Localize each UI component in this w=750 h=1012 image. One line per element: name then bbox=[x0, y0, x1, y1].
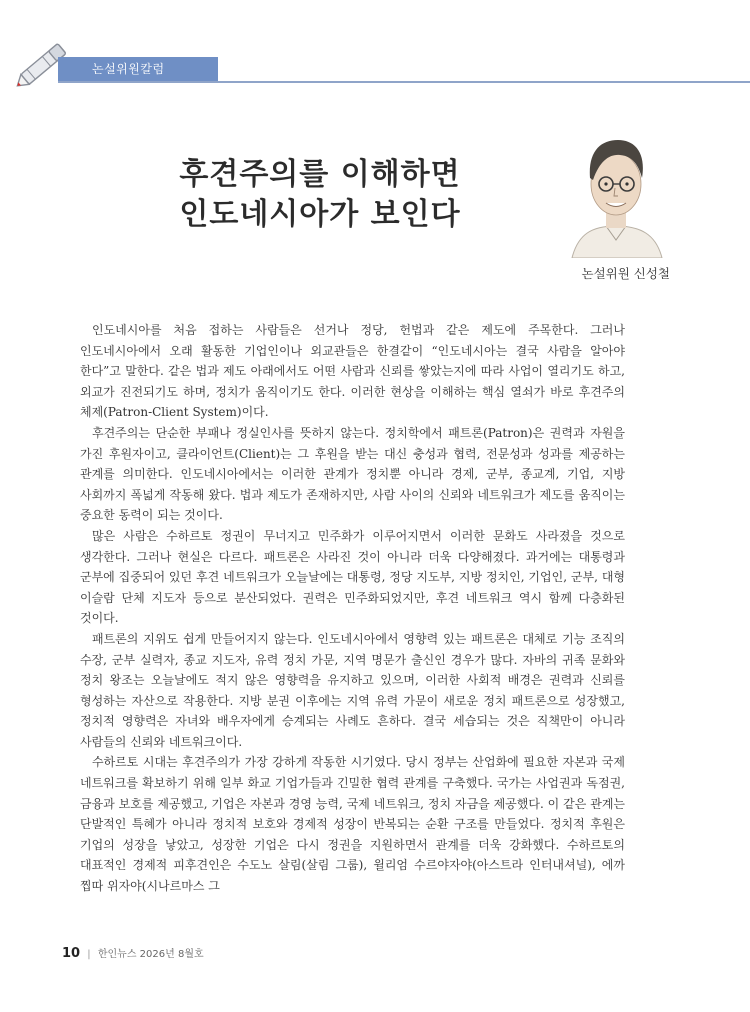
publication-name: 한인뉴스 2026년 8월호 bbox=[97, 949, 204, 960]
page-footer bbox=[62, 945, 204, 961]
paragraph: 인도네시아를 처음 접하는 사람들은 선거나 정당, 헌법과 같은 제도에 주목한다. 그러나 인도네시아에서 오래 활동한 기업인이나 외교관들은 한결같이 “인도네시아는 결국 사람을 알아야 한다”고 말한다. 같은 법과 제도 아래에서도 어떤 사람과 신뢰를 쌓았는지에 따라 사업이 열리기도 하고, 외교가 진전되기도 하며, 정치가 움직이기도 한다. 이러한 현상을 이해하는 핵심 열쇠가 바로 후견주의 체제(Patron-Client System)이다. bbox=[80, 323, 625, 420]
column-label: 논설위원칼럼 bbox=[58, 57, 218, 81]
author-portrait bbox=[566, 126, 666, 258]
header-divider bbox=[58, 81, 750, 83]
byline: 논설위원 신성철 bbox=[581, 266, 670, 281]
footer-separator: | bbox=[87, 949, 91, 960]
paragraph: 많은 사람은 수하르토 정권이 무너지고 민주화가 이루어지면서 이러한 문화도 사라졌을 것으로 생각한다. 그러나 현실은 다르다. 패트론은 사라진 것이 아니라 더욱 다양해졌다. 과거에는 대통령과 군부에 집중되어 있던 후견 네트워크가 오늘날에는 대통령, 정당 지도부, 지방 정치인, 기업인, 군부, 대형 이슬람 단체 지도자 등으로 분산되었다. 권력은 민주화되었지만, 후견 네트워크 역시 함께 다층화된 것이다. bbox=[80, 528, 625, 626]
paragraph: 후견주의는 단순한 부패나 정실인사를 뜻하지 않는다. 정치학에서 패트론(Patron)은 권력과 자원을 가진 후원자이고, 클라이언트(Client)는 그 후원을 받는 대신 충성과 협력, 전문성과 성과를 제공하는 관계를 의미한다. 인도네시아에서는 이러한 관계가 정치뿐 아니라 경제, 군부, 종교계, 기업, 지방 사회까지 폭넓게 작동해 왔다. 법과 제도가 존재하지만, 사람 사이의 신뢰와 네트워크가 제도를 움직이는 중요한 동력이 되는 것이다. bbox=[80, 425, 625, 523]
title-line-1: 후견주의를 이해하면 bbox=[179, 157, 461, 192]
paragraph: 패트론의 지위도 쉽게 만들어지지 않는다. 인도네시아에서 영향력 있는 패트론은 대체로 기능 조직의 수장, 군부 실력자, 종교 지도자, 유력 정치 가문, 지역 명문가 출신인 경우가 많다. 자바의 귀족 문화와 정치 왕조는 오늘날에도 적지 않은 영향력을 유지하고 있으며, 이러한 사회적 배경은 권력과 신뢰를 형성하는 자산으로 작용한다. 지방 분권 이후에는 지역 유력 가문이 새로운 정치 패트론으로 성장했고, 정치적 영향력은 자녀와 배우자에게 승계되는 사례도 흔하다. 결국 세습되는 것은 직책만이 아니라 사람들의 신뢰와 네트워크이다. bbox=[80, 631, 625, 749]
page-number: 10 bbox=[62, 946, 81, 961]
paragraph: 수하르토 시대는 후견주의가 가장 강하게 작동한 시기였다. 당시 정부는 산업화에 필요한 자본과 국제 네트워크를 확보하기 위해 일부 화교 기업가들과 긴밀한 협력 관계를 구축했다. 국가는 사업권과 독점권, 금융과 보호를 제공했고, 기업은 자본과 경영 능력, 국제 네트워크, 정치 자금을 제공했다. 이 같은 관계는 단발적인 특혜가 아니라 정치적 보호와 경제적 성장이 반복되는 순환 구조를 만들었다. 정치적 후원은 기업의 성장을 낳았고, 성장한 기업은 다시 정권을 지원하면서 관계를 더욱 강화했다. 수하르토의 대표적인 경제적 피후견인은 수도노 살림(살림 그룹), 윌리엄 수르야자야(아스트라 인터내셔널), 에까 찝따 위자야(시나르마스 그 bbox=[80, 755, 625, 894]
article-title bbox=[150, 155, 490, 235]
title-line-2: 인도네시아가 보인다 bbox=[179, 197, 461, 232]
article-body bbox=[80, 320, 625, 897]
